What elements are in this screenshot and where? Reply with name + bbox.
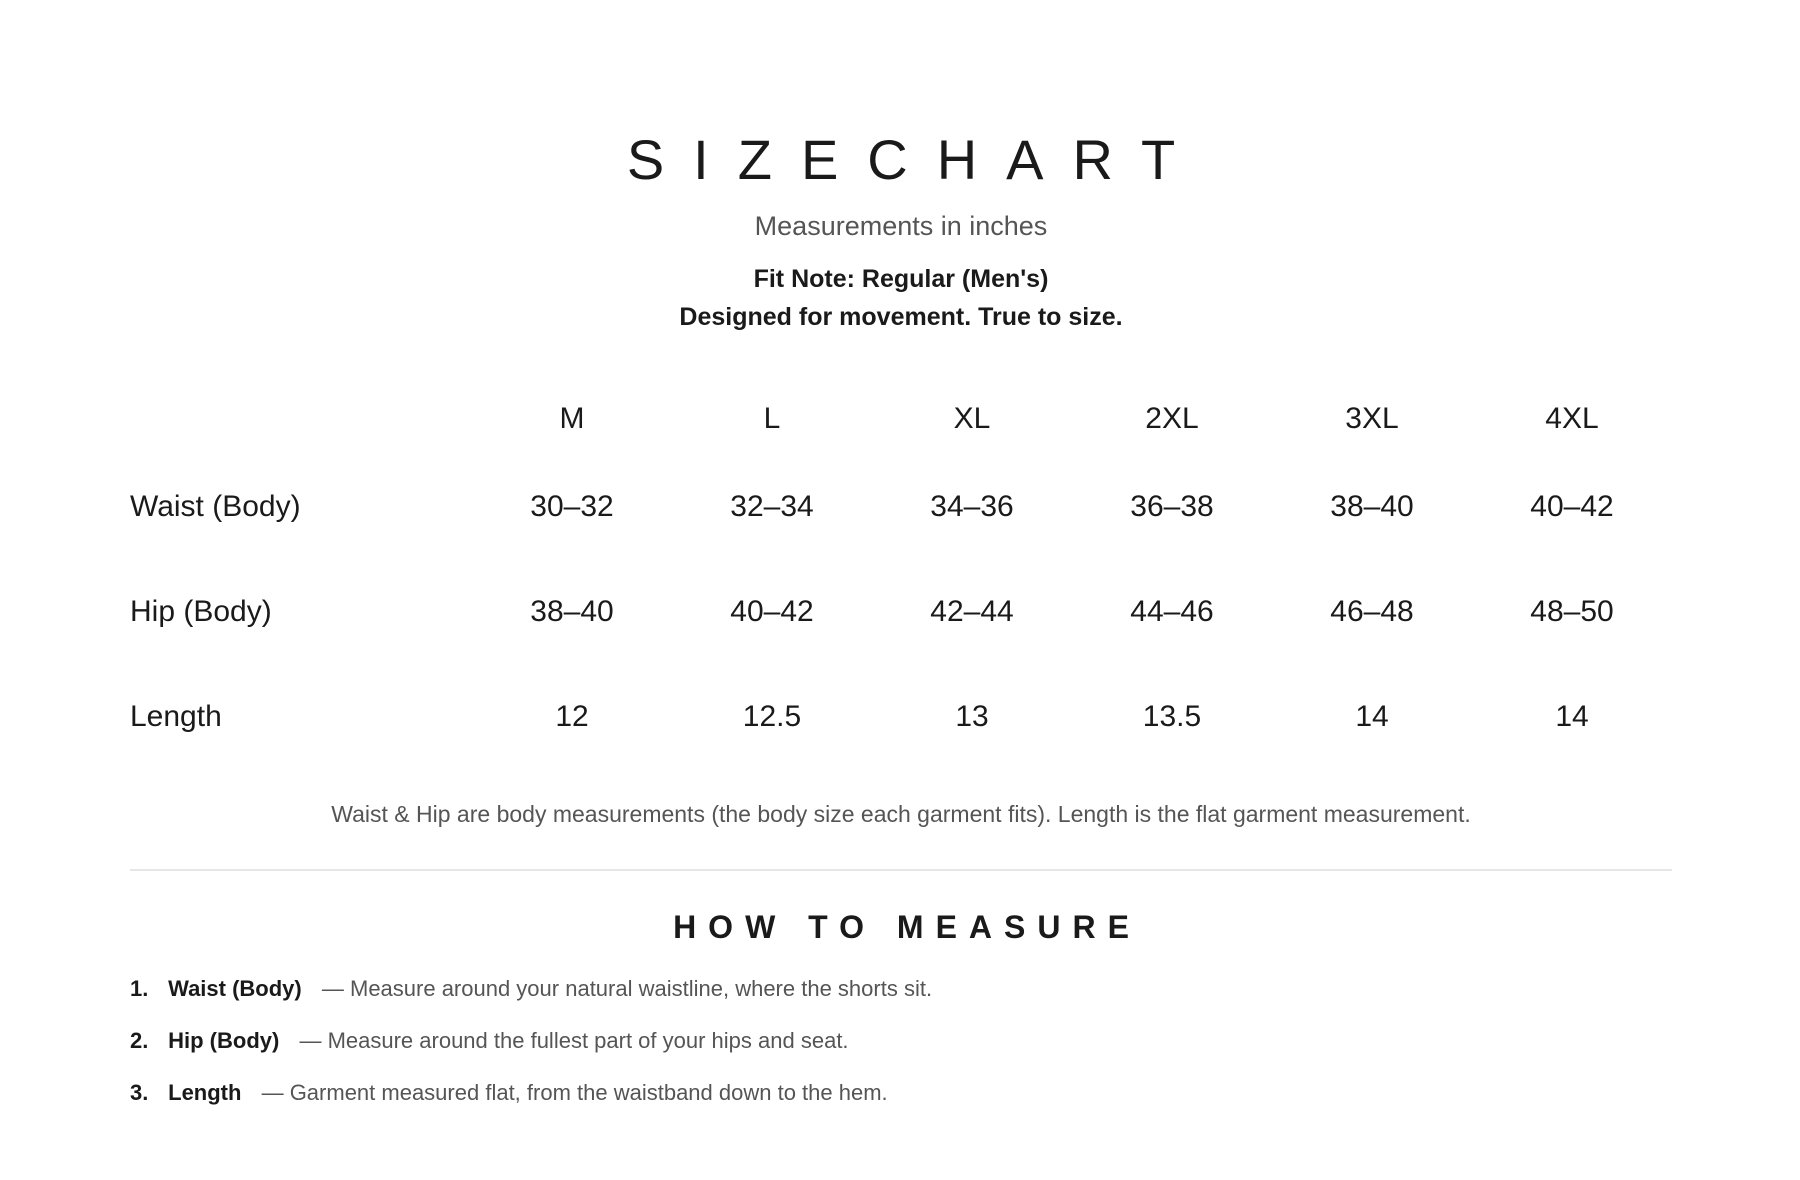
table-cell: 14	[1355, 699, 1389, 733]
list-item-number: 1.	[130, 975, 149, 1001]
table-cell: 46–48	[1330, 594, 1414, 628]
list-item	[130, 1078, 1672, 1108]
row-label: Waist (Body)	[130, 489, 301, 523]
table-cell: 13	[955, 699, 989, 733]
section-divider	[130, 869, 1672, 871]
how-to-measure-heading: HOW TO MEASURE	[673, 909, 1141, 945]
list-item-term: Length	[168, 1079, 242, 1105]
table-row-hip	[130, 559, 1672, 664]
list-item	[130, 974, 1672, 1004]
size-header-m: M	[559, 402, 585, 435]
list-item-number: 3.	[130, 1079, 149, 1105]
table-cell: 44–46	[1130, 594, 1214, 628]
table-row-length	[130, 664, 1672, 769]
table-cell: 32–34	[730, 489, 814, 523]
table-cell: 48–50	[1530, 594, 1614, 628]
table-cell: 34–36	[930, 489, 1014, 523]
list-item-term: Waist (Body)	[168, 975, 302, 1001]
measure-instructions-list	[130, 974, 1672, 1108]
header-empty-cell	[130, 384, 472, 454]
row-label: Hip (Body)	[130, 594, 272, 628]
table-cell: 40–42	[1530, 489, 1614, 523]
table-cell: 38–40	[1330, 489, 1414, 523]
units-subtitle: Measurements in inches	[754, 211, 1048, 241]
size-header-xl: XL	[953, 402, 991, 435]
table-cell: 30–32	[530, 489, 614, 523]
table-footnote: Waist & Hip are body measurements (the body size each garment fits). Length is the flat garment measurement.	[331, 801, 1471, 827]
fit-note-line-1: Fit Note: Regular (Men's)	[753, 265, 1049, 293]
list-item-number: 2.	[130, 1027, 149, 1053]
list-item-description: — Measure around the fullest part of your hips and seat.	[299, 1027, 849, 1053]
size-header-2xl: 2XL	[1145, 402, 1199, 435]
size-table	[130, 384, 1672, 769]
table-cell: 36–38	[1130, 489, 1214, 523]
fit-note	[130, 260, 1672, 336]
size-header-4xl: 4XL	[1545, 402, 1599, 435]
list-item-term: Hip (Body)	[168, 1027, 280, 1053]
table-row-waist	[130, 454, 1672, 559]
list-item-description: — Measure around your natural waistline, where the shorts sit.	[321, 975, 933, 1001]
fit-note-line-2: Designed for movement. True to size.	[679, 303, 1123, 331]
row-label: Length	[130, 699, 222, 733]
table-cell: 14	[1555, 699, 1589, 733]
size-header-row	[130, 384, 1672, 454]
table-cell: 12.5	[742, 699, 802, 733]
size-chart-page	[130, 0, 1672, 1130]
table-cell: 13.5	[1142, 699, 1202, 733]
table-cell: 42–44	[930, 594, 1014, 628]
page-title: SIZECHART	[626, 128, 1205, 191]
size-header-3xl: 3XL	[1345, 402, 1399, 435]
table-cell: 12	[555, 699, 589, 733]
table-cell: 40–42	[730, 594, 814, 628]
list-item-description: — Garment measured flat, from the waistband down to the hem.	[261, 1079, 888, 1105]
table-cell: 38–40	[530, 594, 614, 628]
list-item	[130, 1026, 1672, 1056]
size-header-l: L	[763, 402, 781, 435]
